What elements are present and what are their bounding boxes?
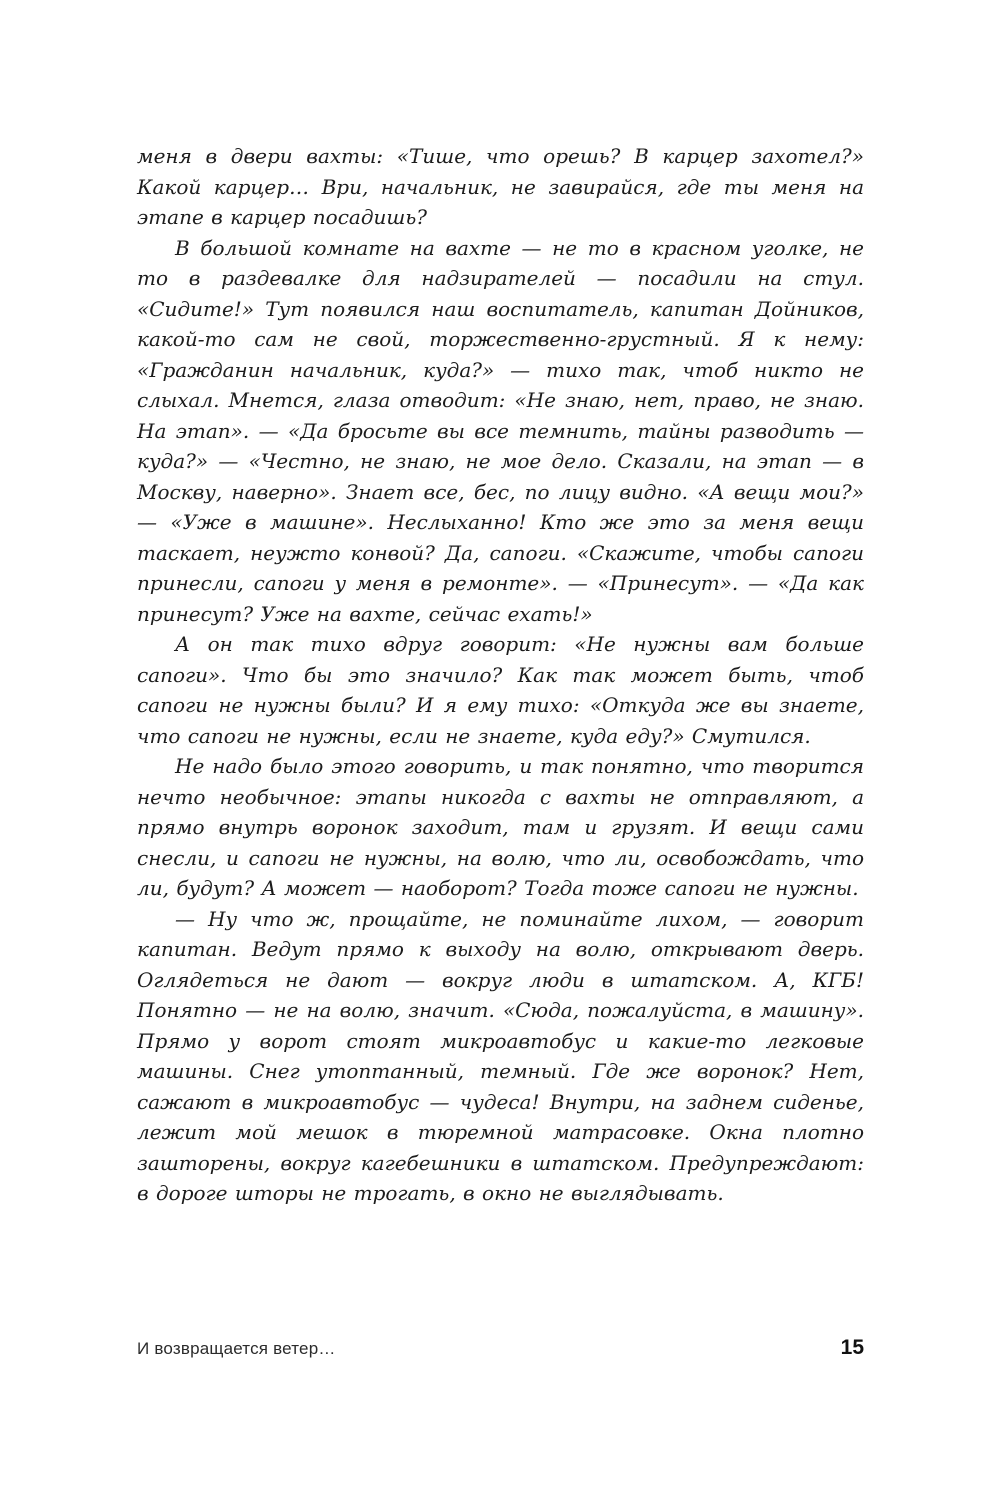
paragraph: А он так тихо вдруг говорит: «Не нужны вам больше сапоги». Что бы это значило? Как так может быть, чтоб сапоги не нужны были? И я ему тихо: «Откуда же вы знаете, что сапоги не нужны, если не знаете, куда еду?» Смутился. (137, 632, 864, 748)
page-number: 15 (840, 1336, 864, 1359)
running-title: И возвращается ветер… (137, 1339, 336, 1358)
paragraph: В большой комнате на вахте — не то в красном уголке, не то в раздевалке для надзирателей — посадили на стул. «Сидите!» Тут появился наш воспитатель, капитан Дойников, какой-то сам не свой, торжественно-грустный. Я к нему: «Гражданин начальник, куда?» — тихо так, чтоб никто не слыхал. Мнется, глаза отводит: «Не знаю, нет, право, не знаю. На этап». — «Да бросьте вы все темнить, тайны разводить — куда?» — «Честно, не знаю, не мое дело. Сказали, на этап — в Москву, наверно». Знает все, бес, по лицу видно. «А вещи мои?» — «Уже в машине». Неслыханно! Кто же это за меня вещи таскает, неужто конвой? Да, сапоги. «Скажите, чтобы сапоги принесли, сапоги у меня в ремонте». — «Принесут». — «Да как принесут? Уже на вахте, сейчас ехать!» (137, 235, 864, 626)
paragraph: Не надо было этого говорить, и так понятно, что творится нечто необычное: этапы никогда с вахты не отправляют, а прямо внутрь воронок заходит, там и грузят. И вещи сами снесли, и сапоги не нужны, на волю, что ли, освобождать, что ли, будут? А может — наоборот? Тогда тоже сапоги не нужны. (137, 754, 864, 900)
page-text (137, 141, 864, 1209)
page-footer (137, 1336, 864, 1360)
paragraph: меня в двери вахты: «Тише, что орешь? В карцер захотел?» Какой карцер… Ври, начальник, не завирайся, где ты меня на этапе в карцер посадишь? (137, 144, 864, 229)
paragraph: — Ну что ж, прощайте, не поминайте лихом, — говорит капитан. Ведут прямо к выходу на волю, открывают дверь. Оглядеться не дают — вокруг люди в штатском. А, КГБ! Понятно — не на волю, значит. «Сюда, пожалуйста, в машину». Прямо у ворот стоят микроавтобус и какие-то легковые машины. Снег утоптанный, темный. Где же воронок? Нет, сажают в микроавтобус — чудеса! Внутри, на заднем сиденье, лежит мой мешок в тюремной матрасовке. Окна плотно зашторены, вокруг кагебешники в штатском. Предупреждают: в дороге шторы не трогать, в окно не выглядывать. (137, 906, 864, 1205)
